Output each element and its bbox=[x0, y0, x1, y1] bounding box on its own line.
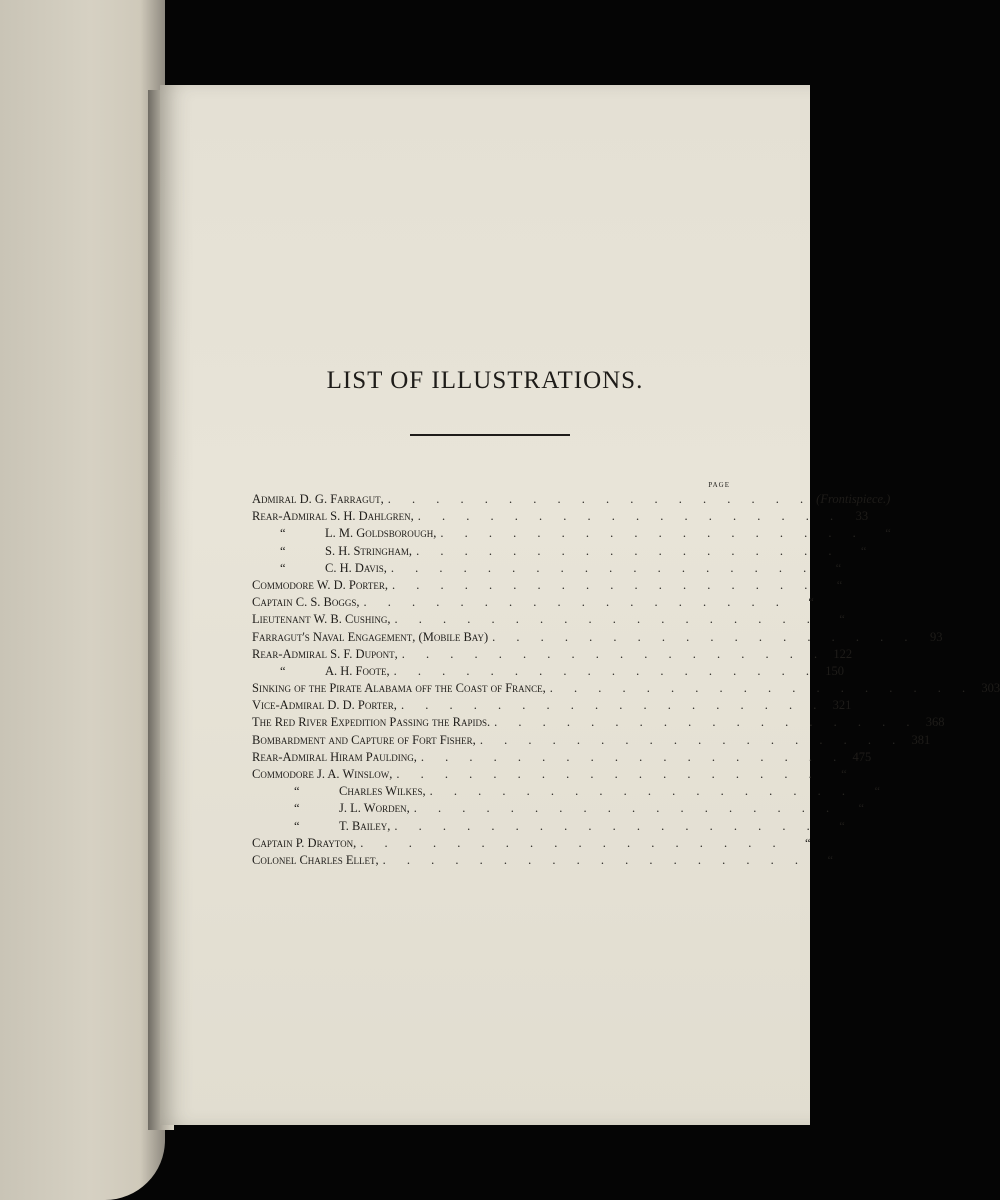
illustration-title bbox=[252, 526, 436, 541]
leader-dots: . . . . . . . . . . . . . . . . . . bbox=[387, 492, 813, 506]
illustration-title bbox=[252, 801, 410, 816]
leader-dots: . . . . . . . . . . . . . . . . . . bbox=[494, 715, 919, 730]
page-number: 381 bbox=[911, 732, 931, 747]
illustration-title bbox=[252, 612, 390, 627]
illustration-name: L. M. Goldsborough, bbox=[325, 526, 437, 541]
leader-dots: . . . . . . . . . . . . . . . . . . bbox=[420, 749, 846, 764]
page-number: “ bbox=[808, 595, 814, 610]
list-item bbox=[252, 526, 891, 543]
list-item bbox=[252, 663, 845, 681]
illustration-name: Captain P. Drayton, bbox=[252, 835, 357, 850]
list-item bbox=[252, 543, 867, 561]
page-number: “ bbox=[836, 577, 843, 592]
leader-dots: . . . . . . . . . . . . . . . . . . bbox=[417, 509, 843, 524]
leader-dots: . . . . . . . . . . . . . . . . . . bbox=[390, 560, 816, 575]
illustration-name: T. Bailey, bbox=[339, 818, 391, 833]
list-item bbox=[252, 835, 811, 853]
leader-dots: . . . . . . . . . . . . . . . . . . bbox=[363, 595, 788, 610]
illustration-name: Bombardment and Capture of Fort Fisher, bbox=[252, 732, 476, 747]
list-item bbox=[252, 801, 865, 818]
illustration-title bbox=[252, 819, 390, 834]
list-item bbox=[252, 698, 852, 715]
list-item bbox=[252, 818, 845, 836]
page-number: “ bbox=[874, 784, 881, 799]
page-number: “ bbox=[827, 852, 834, 867]
page-number: 303 bbox=[981, 681, 1000, 696]
illustration-name: Commodore J. A. Winslow, bbox=[252, 767, 393, 781]
illustration-title bbox=[252, 698, 397, 713]
list-item bbox=[252, 681, 1000, 698]
leader-dots: . . . . . . . . . . . . . . . . . . bbox=[401, 646, 827, 661]
list-item bbox=[252, 749, 872, 767]
illustration-name: Commodore W. D. Porter, bbox=[252, 577, 388, 592]
leader-dots: . . . . . . . . . . . . . . . . . . bbox=[492, 629, 917, 644]
right-page bbox=[160, 85, 1000, 1125]
page-number: 150 bbox=[825, 663, 845, 678]
left-page bbox=[0, 0, 165, 1200]
page-number: 321 bbox=[832, 698, 852, 713]
page-number: “ bbox=[858, 801, 865, 816]
leader-dots: . . . . . . . . . . . . . . . . . . bbox=[394, 818, 819, 833]
illustration-title bbox=[252, 630, 488, 645]
list-item bbox=[252, 595, 814, 612]
illustration-name: Sinking of the Pirate Alabama off the Coast of France, bbox=[252, 681, 546, 696]
page-number: “ bbox=[805, 835, 811, 850]
illustration-name: Vice-Admiral D. D. Porter, bbox=[252, 698, 397, 713]
leader-dots: . . . . . . . . . . . . . . . . . . bbox=[416, 543, 841, 558]
list-item bbox=[252, 732, 931, 750]
illustration-title bbox=[252, 715, 490, 730]
page-number: 33 bbox=[855, 509, 869, 524]
leader-dots: . . . . . . . . . . . . . . . . . . bbox=[396, 767, 821, 781]
leader-dots: . . . . . . . . . . . . . . . . . . bbox=[400, 698, 826, 713]
page-number: “ bbox=[885, 526, 891, 541]
leader-dots: . . . . . . . . . . . . . . . . . . bbox=[549, 681, 975, 696]
page-number: 93 bbox=[930, 629, 943, 644]
ditto-mark: “ bbox=[280, 543, 286, 558]
list-item bbox=[252, 852, 834, 870]
illustration-title bbox=[252, 492, 384, 507]
leader-dots: . . . . . . . . . . . . . . . . . . bbox=[429, 784, 855, 799]
leader-dots: . . . . . . . . . . . . . . . . . . bbox=[394, 612, 819, 627]
list-item bbox=[252, 492, 891, 509]
illustration-name: The Red River Expedition Passing the Rapids. bbox=[252, 715, 491, 730]
list-item bbox=[252, 509, 869, 526]
page-number: “ bbox=[839, 818, 845, 833]
illustration-title bbox=[252, 750, 417, 765]
illustration-title bbox=[252, 561, 387, 576]
illustration-name: Captain C. S. Boggs, bbox=[252, 595, 360, 610]
list-item bbox=[252, 577, 843, 595]
ditto-mark: “ bbox=[294, 801, 300, 816]
list-item bbox=[252, 715, 945, 732]
illustration-title bbox=[252, 664, 390, 679]
page-title: LIST OF ILLUSTRATIONS. bbox=[326, 367, 644, 394]
leader-dots: . . . . . . . . . . . . . . . . . . bbox=[391, 577, 817, 592]
illustration-name: Rear-Admiral Hiram Paulding, bbox=[252, 749, 417, 764]
illustration-name: Rear-Admiral S. H. Dahlgren, bbox=[252, 509, 414, 524]
illustration-title bbox=[252, 544, 412, 559]
illustration-title bbox=[252, 681, 546, 696]
list-item bbox=[252, 767, 847, 784]
list-item bbox=[252, 784, 881, 801]
illustration-name: Rear-Admiral S. F. Dupont, bbox=[252, 646, 398, 661]
leader-dots: . . . . . . . . . . . . . . . . . . bbox=[382, 852, 808, 867]
leader-dots: . . . . . . . . . . . . . . . . . . bbox=[393, 663, 819, 678]
illustration-title bbox=[252, 509, 414, 524]
leader-dots: . . . . . . . . . . . . . . . . . . bbox=[413, 801, 839, 816]
title-rule bbox=[410, 434, 570, 436]
illustration-name: A. H. Foote, bbox=[325, 663, 390, 678]
page-number: “ bbox=[860, 543, 867, 558]
list-item bbox=[252, 612, 845, 629]
leader-dots: . . . . . . . . . . . . . . . . . . bbox=[440, 526, 865, 541]
page-number: 122 bbox=[833, 646, 853, 661]
illustration-name: Farragut's Naval Engagement, (Mobile Bay) bbox=[252, 629, 489, 644]
ditto-mark: “ bbox=[280, 560, 286, 575]
ditto-mark: “ bbox=[294, 818, 300, 833]
illustration-name: J. L. Worden, bbox=[339, 801, 410, 816]
illustration-title bbox=[252, 784, 426, 799]
leader-dots: . . . . . . . . . . . . . . . . . . bbox=[479, 732, 905, 747]
illustration-title bbox=[252, 853, 379, 868]
illustration-title bbox=[252, 836, 356, 851]
page-column-label: PAGE bbox=[708, 481, 730, 489]
illustration-name: Colonel Charles Ellet, bbox=[252, 852, 379, 867]
list-item bbox=[252, 646, 853, 664]
illustration-name: Admiral D. G. Farragut, bbox=[252, 492, 384, 506]
list-item bbox=[252, 560, 842, 578]
illustration-name: S. H. Stringham, bbox=[325, 543, 413, 558]
ditto-mark: “ bbox=[280, 663, 286, 678]
leader-dots: . . . . . . . . . . . . . . . . . . bbox=[360, 835, 785, 850]
page-number: “ bbox=[839, 612, 845, 627]
illustration-title bbox=[252, 578, 388, 593]
page-number: 475 bbox=[852, 749, 872, 764]
ditto-mark: “ bbox=[280, 526, 286, 541]
illustration-title bbox=[252, 767, 392, 782]
illustration-title bbox=[252, 595, 360, 610]
list-item bbox=[252, 629, 943, 647]
illustration-name: C. H. Davis, bbox=[325, 560, 387, 575]
ditto-mark: “ bbox=[294, 784, 300, 799]
page-number: “ bbox=[835, 560, 842, 575]
illustration-title bbox=[252, 647, 398, 662]
page-number: (Frontispiece.) bbox=[816, 492, 891, 506]
page-number: 368 bbox=[925, 715, 945, 730]
illustrations-list bbox=[252, 492, 1000, 870]
illustration-name: Lieutenant W. B. Cushing, bbox=[252, 612, 391, 627]
illustration-name: Charles Wilkes, bbox=[339, 784, 426, 799]
illustration-title bbox=[252, 733, 476, 748]
page-number: “ bbox=[841, 767, 847, 781]
